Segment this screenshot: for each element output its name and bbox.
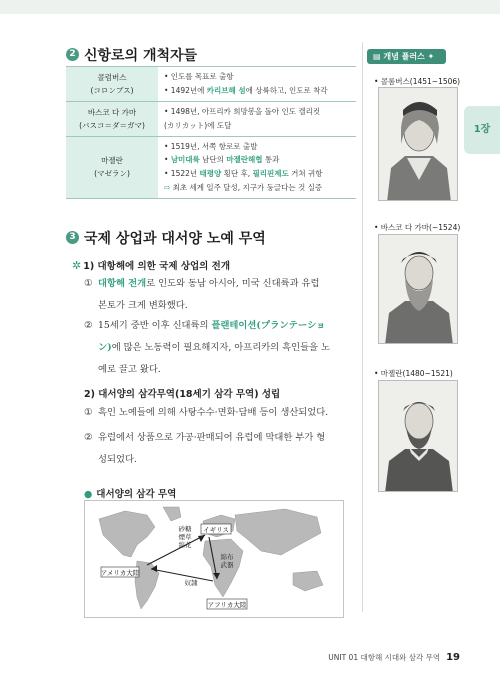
paragraph-4 [84,427,356,471]
explorer-row [66,67,356,102]
explorer-name: 마젤란 [101,156,123,166]
highlighted-term: 대항해 전개 [98,278,147,289]
paragraph-continuation: 본토가 크게 변화했다. [98,300,188,311]
label-britain: イギリス [203,526,229,534]
paragraph-text [98,278,320,289]
portrait-magellan [378,380,458,492]
text-span: 횡단 후, [221,169,253,179]
description-line [164,140,350,154]
concept-plus-label: 개념 플러스 [383,52,425,61]
text-span: 최초 세계 일주 달성, 지구가 둥글다는 것 실증 [170,183,323,193]
text-span: • 인도를 목표로 출항 [164,72,234,81]
explorer-name: 콜럼버스 [97,72,127,82]
subsection-2-title: 2) 대서양의 삼각무역(18세기 삼각 무역) 성립 [84,389,281,400]
explorer-description-cell [158,101,356,136]
description-line [164,181,350,195]
page-number: 19 [446,652,460,663]
paragraph-continuation [84,337,356,359]
explorer-description-cell [158,67,356,102]
world-map-figure [85,501,343,617]
book-icon: ▤ [373,52,384,61]
paragraph-2 [84,315,356,381]
subsection-title-text: 1) 대항해에 의한 국제 상업의 전개 [83,261,231,272]
description-line [164,84,350,98]
australia-landmass [293,571,323,591]
map-caption-text: 대서양의 삼각 무역 [96,489,177,500]
explorer-name-japanese: (マゼラン) [94,169,130,179]
paragraph-text: 흑인 노예들에 의해 사탕수수·면화·담배 등이 생산되었다. [98,407,329,418]
north-america-landmass [99,511,155,557]
text-span: • 1492년에 [164,85,207,95]
section-3-title [66,228,266,248]
text-span: (カリカット)에 도달 [164,120,232,130]
highlighted-term: ン) [98,342,112,353]
explorer-name-cell [66,67,158,102]
section-2-title [66,45,197,65]
paragraph-1 [84,273,356,317]
text-span: 15세기 중반 이후 신대륙의 [98,320,212,331]
description-line [164,119,350,133]
text-span: • 1519년, 서쪽 항로로 출발 [164,141,258,151]
paragraph-text [98,320,325,331]
label-goods-to-europe-2: 煙草 [178,533,192,541]
explorer-row [66,101,356,136]
label-goods-to-europe-1: 砂糖 [178,525,192,533]
description-line [164,153,350,167]
item-number: ① [84,407,93,418]
label-africa: アフリカ大陸 [207,601,247,609]
explorer-description-cell [158,136,356,199]
map-caption [84,486,176,500]
description-line [164,105,350,119]
portrait-columbus [378,87,458,201]
item-number: ① [84,278,93,289]
section-number-badge: 3 [66,231,79,244]
text-span: • 1522년 [164,169,200,179]
paragraph-3 [84,402,356,424]
top-band [0,0,500,14]
greenland-landmass [163,507,181,521]
chapter-tab: 1장 [464,106,500,154]
label-goods-to-africa-1: 綿布 [220,553,234,561]
explorers-table [66,66,356,199]
text-span: • 1498년, 아프리카 희망봉을 돌아 인도 캘리컷 [164,106,321,116]
label-goods-to-africa-2: 武器 [220,561,234,569]
highlighted-term: 태평양 [199,169,222,179]
asia-landmass [235,509,321,555]
column-divider [362,42,363,612]
section-number-badge: 2 [66,48,79,61]
text-span: 통과 [262,155,280,165]
text-span: 에 많은 노동력이 필요해지자, 아프리카의 흑인들을 노 [111,342,330,353]
paragraph-text: 유럽에서 상품으로 가공·판매되어 유럽에 막대한 부가 형 [98,432,326,443]
route-africa-to-america [151,569,213,581]
portrait-label-vasco-da-gama: • 바스코 다 가마(~1524) [374,223,461,232]
text-span: 로 인도와 동남 아시아, 미국 신대륙과 유럽 [146,278,320,289]
section-title-text: 국제 상업과 대서양 노예 무역 [84,231,266,247]
highlighted-term: 플랜테이션(プランテーショ [211,320,326,331]
highlighted-term: 남미대륙 [170,155,200,165]
description-line [164,167,350,181]
explorer-name-japanese: (コロンブス) [90,85,134,95]
text-span: 남단의 [199,155,227,165]
bullet-icon: ● [84,489,93,500]
label-slaves: 奴隷 [184,579,198,587]
explorer-name-cell [66,136,158,199]
explorer-name: 바스코 다 가마 [87,107,137,117]
label-goods-to-europe-3: 綿花 [178,541,192,549]
item-number: ② [84,320,93,331]
section-title-text: 신항로의 개척자들 [84,48,198,64]
unit-title: UNIT 01 대항해 시대와 삼각 무역 [328,653,441,662]
portrait-label-columbus: • 콜롬버스(1451~1506) [374,77,461,86]
route-america-to-europe [147,535,205,565]
explorer-name-cell [66,101,158,136]
explorer-name-japanese: (バスコ＝ダ＝ガマ) [79,120,145,130]
portrait-vasco-da-gama [378,234,458,344]
item-number: ② [84,432,93,443]
sparkle-icon: ✲ [72,259,82,272]
text-span: 에 상륙하고, 인도로 착각 [245,85,328,95]
triangle-trade-map [84,500,344,618]
highlighted-term: 필리핀제도 [252,169,289,179]
page-footer [328,652,460,663]
description-line [164,70,350,84]
subsection-1-title [72,258,230,272]
label-america: アメリカ大陸 [100,569,140,577]
result-arrow: ⇨ [164,183,171,193]
concept-plus-tag [367,49,446,64]
sparkle-icon: ✦ [424,52,435,61]
text-span: 거쳐 귀항 [288,169,323,179]
paragraph-continuation: 성되었다. [98,454,137,465]
highlighted-term: 마젤란해협 [226,155,263,165]
highlighted-term: 카리브해 섬 [206,85,246,95]
paragraph-continuation-2: 예로 끌고 왔다. [98,364,161,375]
explorer-row [66,136,356,199]
text-span: • [164,155,171,165]
portrait-label-magellan: • 마젤란(1480~1521) [374,369,453,378]
